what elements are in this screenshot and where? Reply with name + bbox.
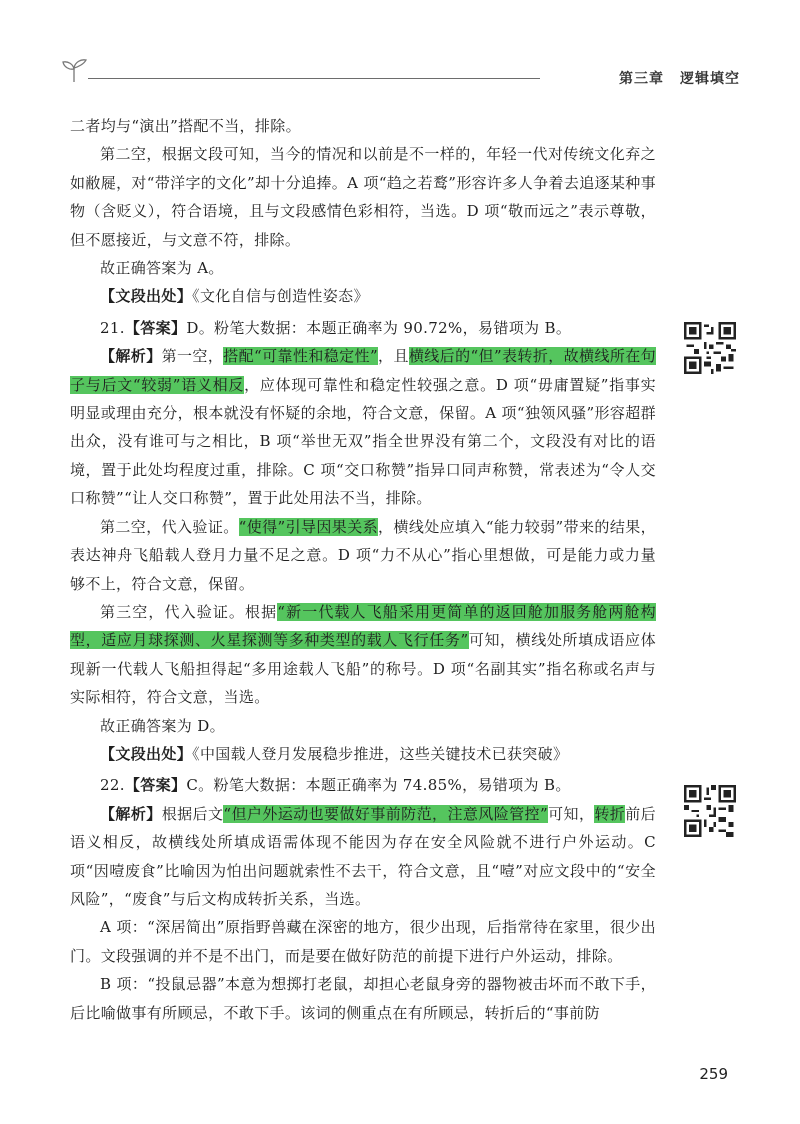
answer-line xyxy=(70,712,656,740)
analysis-paragraph xyxy=(70,800,656,914)
paragraph xyxy=(70,140,656,254)
text-run: ，应体现可靠性和稳定性较强之意。D 项“毋庸置疑”指事实明显或理由充分，根本就没有怀疑的余地，符合文意，保留。A 项“独领风骚”形容超群出众，没有谁可与之相比，B 项“举世无双”指全世界没有第二个，文段没有对比的语境，置于此处均程度过重，排除。C 项“交口称赞”指异口同声称赞，常表述为“令人交口称赞”“让人交口称赞”，置于此处用法不当，排除。 xyxy=(70,375,656,508)
page-header xyxy=(60,56,740,96)
answer-text: D。粉笔大数据：本题正确率为 90.72%，易错项为 B。 xyxy=(186,318,572,337)
qr-code[interactable] xyxy=(684,322,736,374)
highlight: “新一代载人飞船采用更简单的返回舱加服务舱两舱构型，适应月球探测、火星探测等多种类型的载人飞行任务” xyxy=(70,602,656,650)
answer-label: 【答案】 xyxy=(124,318,187,337)
source-label: 【文段出处】 xyxy=(100,287,193,306)
source-line xyxy=(70,740,656,768)
page-number: 259 xyxy=(699,1065,728,1083)
highlight: 转折 xyxy=(594,804,626,823)
question-answer-line xyxy=(70,314,656,342)
highlight: 搭配“可靠性和稳定性” xyxy=(223,347,378,366)
header-rule xyxy=(88,78,540,79)
analysis-paragraph xyxy=(70,342,656,512)
question-number: 22. xyxy=(100,776,125,795)
analysis-label: 【解析】 xyxy=(100,804,162,823)
qr-code[interactable] xyxy=(684,785,736,837)
chapter-name: 逻辑填空 xyxy=(680,71,740,87)
source-title: 《中国载人登月发展稳步推进，这些关键技术已获突破》 xyxy=(192,744,569,763)
question-answer-line xyxy=(70,771,656,799)
answer-label: 【答案】 xyxy=(124,776,187,795)
paragraph xyxy=(70,598,656,712)
paragraph xyxy=(70,513,656,598)
text-run: 第二空，代入验证。 xyxy=(100,517,239,536)
answer-line xyxy=(70,254,656,282)
text-run: 前后语义相反，故横线处所填成语需体现不能因为存在安全风险就不进行户外运动。C 项“因噎废食”比喻因为怕出问题就索性不去干，符合文意，且“噎”对应文段中的“安全风险”，“废食”与后文构成转折关系，当选。 xyxy=(70,804,657,908)
text-run: 可知， xyxy=(548,804,595,823)
text-run: A 项：“深居简出”原指野兽藏在深密的地方，很少出现，后指常待在家里，很少出门。文段强调的并不是不出门，而是要在做好防范的前提下进行户外运动，排除。 xyxy=(70,918,656,965)
analysis-label: 【解析】 xyxy=(100,347,162,366)
source-title: 《文化自信与创造性姿态》 xyxy=(192,287,369,306)
text-run: 第二空，根据文段可知，当今的情况和以前是不一样的，年轻一代对传统文化弃之如敝屣，对“带洋字的文化”却十分追捧。A 项“趋之若鹜”形容许多人争着去追逐某种事物（含贬义），符合语境，且与文段感情色彩相符，当选。D 项“敬而远之”表示尊敬，但不愿接近，与文意不符，排除。 xyxy=(70,145,656,249)
paragraph xyxy=(70,970,656,1027)
source-label: 【文段出处】 xyxy=(100,744,193,763)
text-run: 第一空， xyxy=(161,347,224,366)
question-number: 21. xyxy=(100,318,125,337)
text-run: 故正确答案为 A。 xyxy=(100,259,224,278)
chapter-number: 第三章 xyxy=(619,71,664,87)
highlight: 横线后的“但”表转折，故横线所在句子与后文“较弱”语义相反 xyxy=(70,347,657,394)
answer-text: C。粉笔大数据：本题正确率为 74.85%，易错项为 B。 xyxy=(186,776,571,795)
paragraph xyxy=(70,913,656,970)
text-run: 二者均与“演出”搭配不当，排除。 xyxy=(70,117,301,135)
page-body xyxy=(70,112,656,1027)
text-run: ，横线处应填入“能力较弱”带来的结果，表达神舟飞船载人登月力量不足之意。D 项“力不从心”指心里想做，可是能力或力量够不上，符合文意，保留。 xyxy=(70,517,656,593)
source-line xyxy=(70,282,656,310)
paragraph xyxy=(70,112,656,140)
text-run: ，且 xyxy=(377,347,409,366)
chapter-title xyxy=(619,68,740,88)
text-run: 故正确答案为 D。 xyxy=(100,716,225,735)
highlight: “使得”引导因果关系 xyxy=(238,517,379,536)
text-run: 第三空，代入验证。根据 xyxy=(100,602,278,621)
text-run: B 项：“投鼠忌器”本意为想掷打老鼠，却担心老鼠身旁的器物被击坏而不敢下手，后比喻做事有所顾忌，不敢下手。该词的侧重点在有所顾忌，转折后的“事前防 xyxy=(70,975,656,1022)
text-run: 可知，横线处所填成语应体现新一代载人飞船担得起“多用途载人飞船”的称号。D 项“名副其实”指名称或名声与实际相符，符合文意，当选。 xyxy=(70,631,656,707)
text-run: 根据后文 xyxy=(161,804,224,823)
sprout-icon xyxy=(60,58,90,84)
highlight: “但户外运动也要做好事前防范，注意风险管控” xyxy=(223,804,549,823)
